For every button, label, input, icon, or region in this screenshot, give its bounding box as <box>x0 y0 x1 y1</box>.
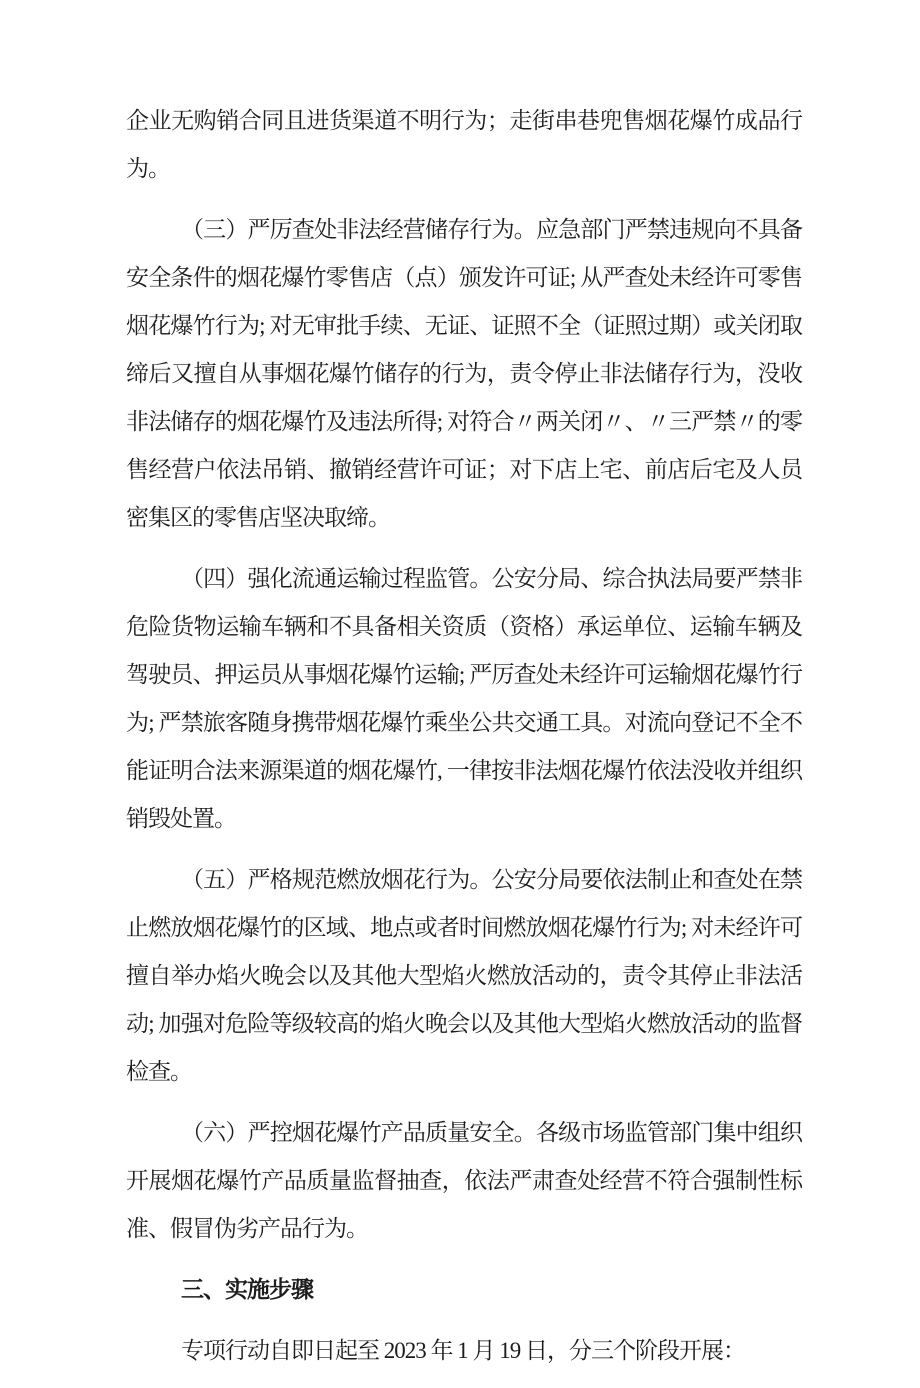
paragraph-schedule: 专项行动自即日起至 2023 年 1 月 19 日，分三个阶段开展： <box>181 1338 745 1363</box>
paragraph-continuation: 企业无购销合同且进货渠道不明行为；走街串巷兜售烟花爆竹成品行为。 <box>126 108 802 181</box>
paragraph-section-3: （三）严厉查处非法经营储存行为。应急部门严禁违规向不具备安全条件的烟花爆竹零售店（点）颁发许可证; 从严查处未经许可零售烟花爆竹行为; 对无审批手续、无证、证照不全（证照过期）或关闭取缔后又擅自从事烟花爆竹储存的行为，责令停止非法储存行为，没收非法储存的烟花爆竹及违法所得; 对符合〃两关闭〃、〃三严禁〃的零售经营户依法吊销、撤销经营许可证；对下店上宅、前店后宅及人员密集区的零售店坚决取缔。 <box>126 217 802 530</box>
document-body <box>126 97 802 1388</box>
paragraph-section-4: （四）强化流通运输过程监管。公安分局、综合执法局要严禁非危险货物运输车辆和不具备相关资质（资格）承运单位、运输车辆及驾驶员、押运员从事烟花爆竹运输; 严厉查处未经许可运输烟花爆竹行为; 严禁旅客随身携带烟花爆竹乘坐公共交通工具。对流向登记不全不能证明合法来源渠道的烟花爆竹, 一律按非法烟花爆竹依法没收并组织销毁处置。 <box>126 566 802 831</box>
paragraph-section-5: （五）严格规范燃放烟花行为。公安分局要依法制止和查处在禁止燃放烟花爆竹的区域、地点或者时间燃放烟花爆竹行为; 对未经许可擅自举办焰火晚会以及其他大型焰火燃放活动的，责令其停止非法活动; 加强对危险等级较高的焰火晚会以及其他大型焰火燃放活动的监督检查。 <box>126 867 802 1084</box>
section-heading-implementation-steps: 三、实施步骤 <box>181 1277 313 1302</box>
paragraph-section-6: （六）严控烟花爆竹产品质量安全。各级市场监管部门集中组织开展烟花爆竹产品质量监督抽查，依法严肃查处经营不符合强制性标准、假冒伪劣产品行为。 <box>126 1120 802 1241</box>
